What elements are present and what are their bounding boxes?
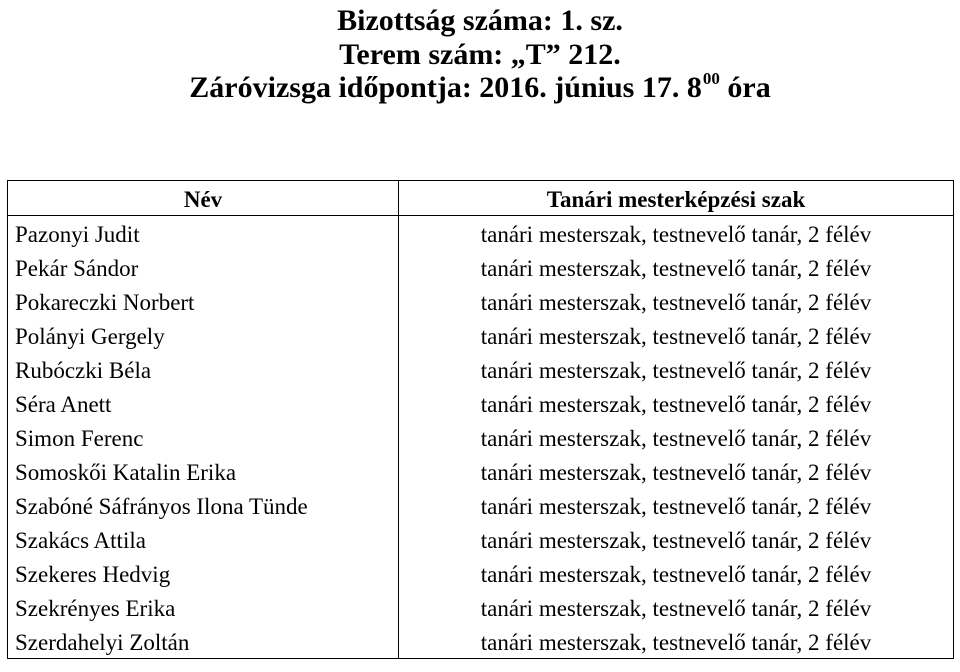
student-roster-table — [7, 180, 954, 659]
student-program: tanári mesterszak, testnevelő tanár, 2 félév — [399, 454, 954, 488]
table-row — [8, 318, 954, 352]
student-name: Szakács Attila — [8, 522, 399, 556]
table-row — [8, 454, 954, 488]
student-name: Pokareczki Norbert — [8, 284, 399, 318]
student-program: tanári mesterszak, testnevelő tanár, 2 félév — [399, 420, 954, 454]
exam-date-text: Záróvizsga időpontja: 2016. június 17. 8 — [189, 71, 702, 104]
student-name: Somoskői Katalin Erika — [8, 454, 399, 488]
committee-number: Bizottság száma: 1. sz. — [337, 4, 623, 37]
table-row — [8, 352, 954, 386]
student-name: Szekeres Hedvig — [8, 556, 399, 590]
student-program: tanári mesterszak, testnevelő tanár, 2 félév — [399, 352, 954, 386]
student-program: tanári mesterszak, testnevelő tanár, 2 félév — [399, 284, 954, 318]
student-name: Szekrényes Erika — [8, 590, 399, 624]
student-name: Séra Anett — [8, 386, 399, 420]
table-row — [8, 250, 954, 284]
table-row — [8, 216, 954, 251]
student-program: tanári mesterszak, testnevelő tanár, 2 félév — [399, 624, 954, 659]
room-number: Terem szám: „T” 212. — [339, 38, 621, 71]
table-row — [8, 284, 954, 318]
student-program: tanári mesterszak, testnevelő tanár, 2 félév — [399, 216, 954, 251]
column-header-name: Név — [8, 181, 399, 216]
student-name: Polányi Gergely — [8, 318, 399, 352]
exam-date — [0, 71, 960, 105]
student-name: Simon Ferenc — [8, 420, 399, 454]
student-program: tanári mesterszak, testnevelő tanár, 2 félév — [399, 318, 954, 352]
table-row — [8, 420, 954, 454]
student-name: Szabóné Sáfrányos Ilona Tünde — [8, 488, 399, 522]
student-program: tanári mesterszak, testnevelő tanár, 2 félév — [399, 590, 954, 624]
student-program: tanári mesterszak, testnevelő tanár, 2 félév — [399, 386, 954, 420]
student-program: tanári mesterszak, testnevelő tanár, 2 félév — [399, 488, 954, 522]
student-name: Rubóczki Béla — [8, 352, 399, 386]
exam-time-minutes: 00 — [702, 69, 720, 88]
table-row — [8, 522, 954, 556]
student-name: Pekár Sándor — [8, 250, 399, 284]
exam-time-unit: óra — [719, 71, 771, 104]
table-body — [8, 216, 954, 659]
table-row — [8, 556, 954, 590]
column-header-program: Tanári mesterképzési szak — [399, 181, 954, 216]
table-header-row — [8, 181, 954, 216]
student-name: Pazonyi Judit — [8, 216, 399, 251]
table-row — [8, 590, 954, 624]
table-row — [8, 488, 954, 522]
table-row — [8, 624, 954, 659]
student-program: tanári mesterszak, testnevelő tanár, 2 félév — [399, 250, 954, 284]
student-name: Szerdahelyi Zoltán — [8, 624, 399, 659]
table-row — [8, 386, 954, 420]
student-program: tanári mesterszak, testnevelő tanár, 2 félév — [399, 556, 954, 590]
student-program: tanári mesterszak, testnevelő tanár, 2 félév — [399, 522, 954, 556]
